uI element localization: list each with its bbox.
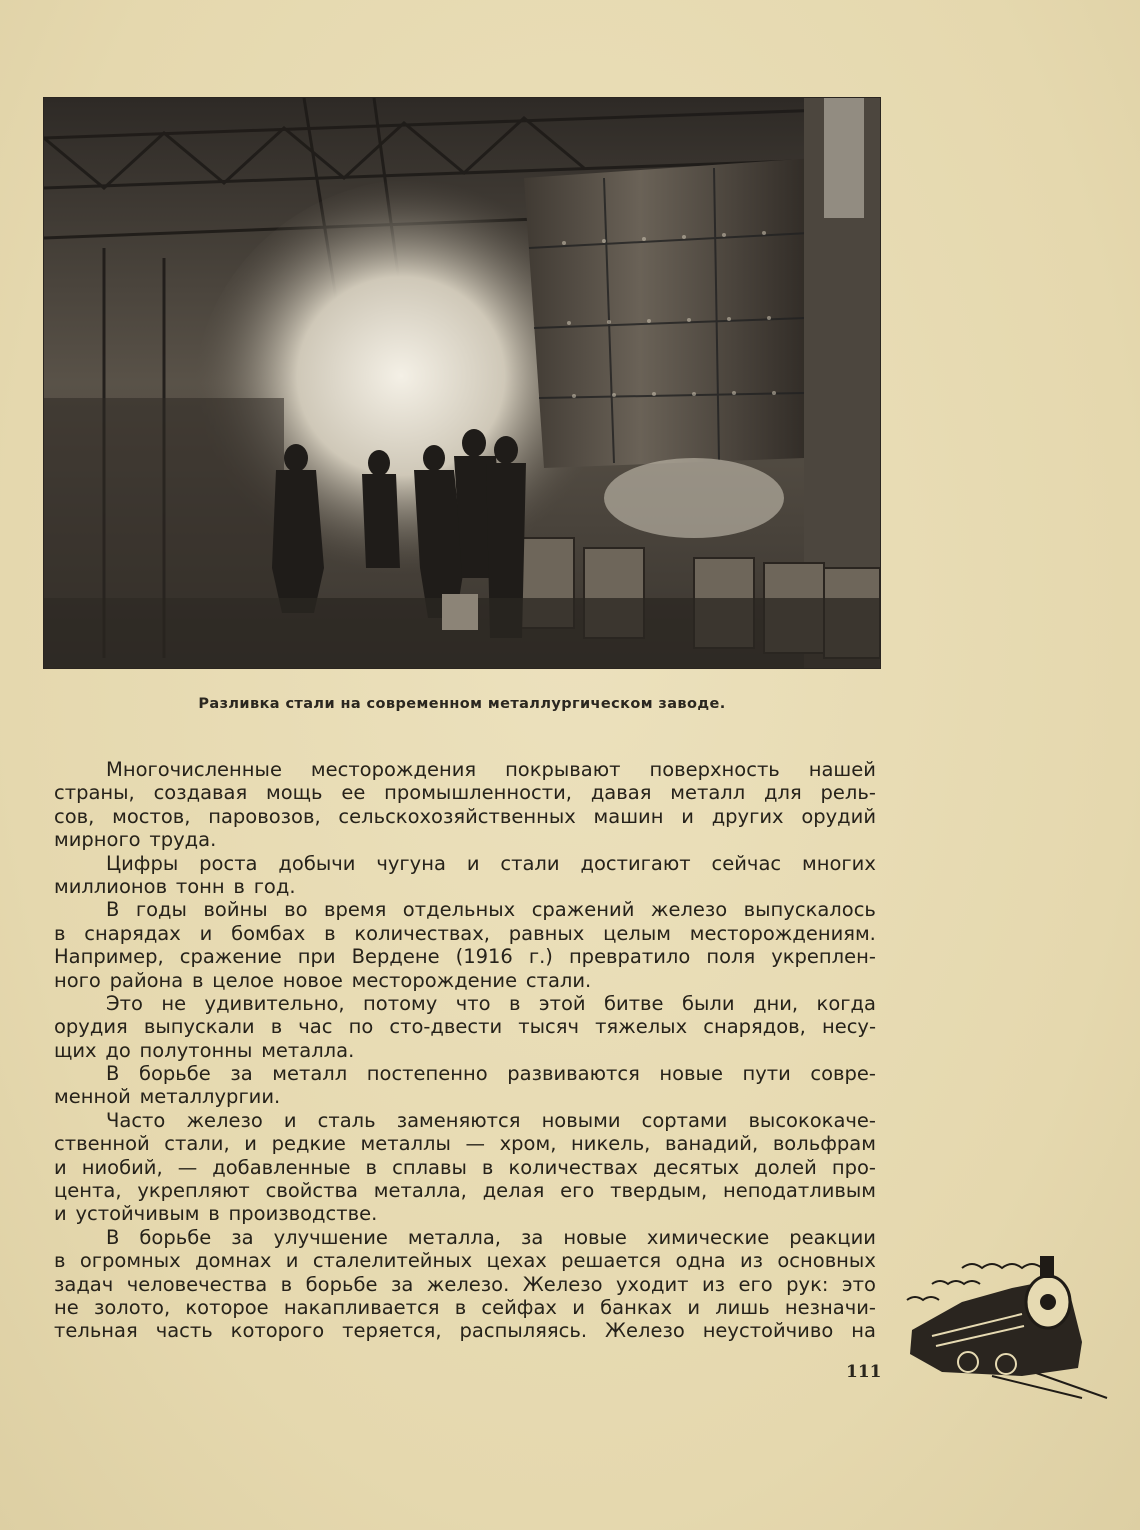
text-line: ственной стали, и редкие металлы — хром, никель, ванадий, вольфрам [54,1132,876,1156]
text-line: орудия выпускали в час по сто-двести тысяч тяжелых снарядов, несу- [54,1015,876,1039]
text-line: менной металлургии. [54,1085,281,1109]
text-line: В годы войны во время отдельных сражений железо выпускалось [106,898,876,922]
text-line: и устойчивым в производстве. [54,1202,378,1226]
text-line: не золото, которое накапливается в сейфах и банках и лишь незначи- [54,1295,876,1319]
text-line: миллионов тонн в год. [54,874,296,898]
steel-pouring-photo [44,98,880,668]
figure-caption: Разливка стали на современном металлургическом заводе. [198,696,726,712]
text-line: и ниобий, — добавленные в сплавы в количествах десятых долей про- [54,1155,876,1179]
body-text [54,758,876,1343]
text-line: страны, создавая мощь ее промышленности, давая металл для рель- [54,781,876,805]
text-line: в снарядах и бомбах в количествах, равных целым месторождениям. [54,921,876,945]
text-line: в огромных домнах и сталелитейных цехах решается одна из основных [54,1249,876,1273]
text-line: сов, мостов, паровозов, сельскохозяйственных машин и других орудий [54,804,876,828]
text-line: тельная часть которого теряется, распыляясь. Железо неустойчиво на [54,1319,876,1343]
text-line: щих до полутонны металла. [54,1038,355,1062]
text-line: Например, сражение при Вердене (1916 г.) превратило поля укреплен- [54,945,876,969]
text-line: Многочисленные месторождения покрывают поверхность нашей [106,758,876,781]
page-number: 111 [846,1362,882,1382]
text-line: В борьбе за улучшение металла, за новые химические реакции [106,1225,876,1249]
text-line: Цифры роста добычи чугуна и стали достигают сейчас многих [106,851,876,875]
text-line: В борьбе за металл постепенно развиваются новые пути совре- [106,1062,876,1086]
text-line: Это не удивительно, потому что в этой битве были дни, когда [106,991,876,1015]
text-line: задач человечества в борьбе за железо. Железо уходит из его рук: это [54,1272,876,1296]
locomotive-vignette [902,1250,1112,1400]
text-line: Часто железо и сталь заменяются новыми сортами высококаче- [106,1108,876,1132]
text-line: ного района в целое новое месторождение стали. [54,968,592,992]
text-line: цента, укрепляют свойства металла, делая его твердым, неподатливым [54,1179,876,1203]
text-line: мирного труда. [54,828,217,852]
